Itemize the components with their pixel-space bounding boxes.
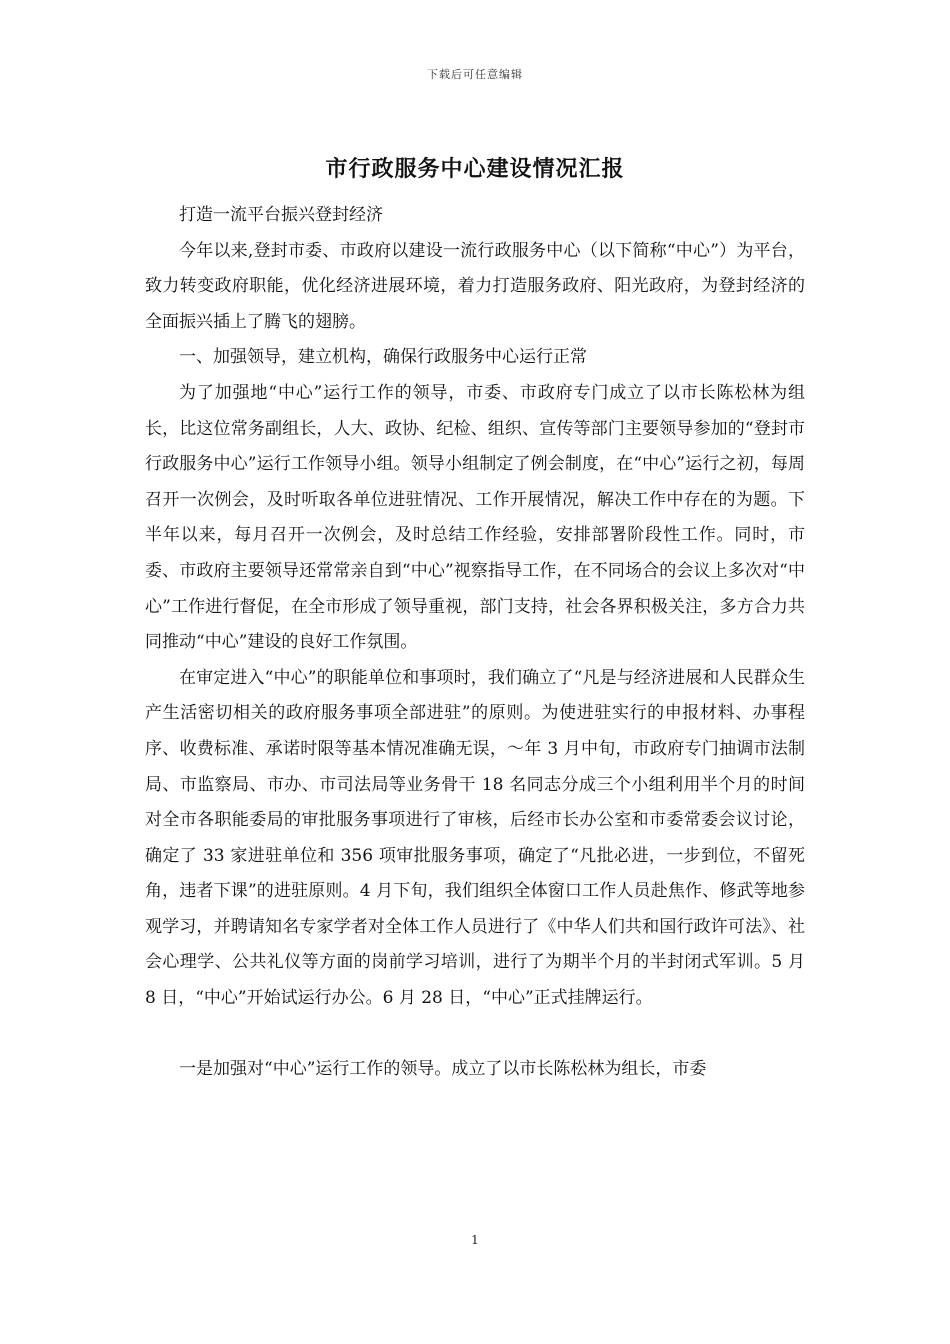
document-title: 市行政服务中心建设情况汇报 [325, 157, 625, 182]
paragraph-leadership: 为了加强地“中心”运行工作的领导，市委、市政府专门成立了以市长陈松林为组长，比这位常务副组长，人大、政协、纪检、组织、宣传等部门主要领导参加的“登封市行政服务中心”运行工作领导小组。领导小组制定了例会制度，在“中心”运行之初，每周召开一次例会，及时听取各单位进驻情况、工作开展情况，解决工作中存在的为题。下半年以来，每月召开一次例会，及时总结工作经验，安排部署阶段性工作。同时，市委、市政府主要领导还常常亲自到“中心”视察指导工作，在不同场合的会议上多次对“中心”工作进行督促，在全市形成了领导重视，部门支持，社会各界积极关注，多方合力共同推动“中心”建设的良好工作氛围。 [145, 382, 805, 653]
paragraph-first-point: 一是加强对“中心”运行工作的领导。成立了以市长陈松林为组长，市委 [179, 1058, 707, 1079]
page-number: 1 [471, 1233, 479, 1247]
paragraph-intro: 今年以来,登封市委、市政府以建设一流行政服务中心（以下简称“中心”）为平台，致力转变政府职能，优化经济进展环境，着力打造服务政府、阳光政府，为登封经济的全面振兴插上了腾飞的翅膀。 [145, 240, 805, 332]
paragraph-review: 在审定进入“中心”的职能单位和事项时，我们确立了“凡是与经济进展和人民群众生产生活密切相关的政府服务事项全部进驻”的原则。为使进驻实行的申报材料、办事程序、收费标准、承诺时限等基本情况准确无误，～年 3 月中旬，市政府专门抽调市法制局、市监察局、市办、市司法局等业务骨干 18 名同志分成三个小组利用半个月的时间对全市各职能委局的审批服务事项进行了审核，后经市长办公室和市委常委会议讨论，确定了 33 家进驻单位和 356 项审批服务事项，确定了“凡批必进，一步到位，不留死角，违者下课”的进驻原则。4 月下旬，我们组织全体窗口工作人员赴焦作、修武等地参观学习，并聘请知名专家学者对全体工作人员进行了《中华人们共和国行政许可法》、社会心理学、公共礼仪等方面的岗前学习培训，进行了为期半个月的半封闭式军训。5 月 8 日，“中心”开始试运行办公。6 月 28 日，“中心”正式挂牌运行。 [145, 667, 805, 1009]
document-body [145, 198, 805, 1087]
paragraph-section-heading: 一、加强领导，建立机构，确保行政服务中心运行正常 [179, 347, 587, 368]
page-header-note: 下载后可任意编辑 [427, 68, 523, 81]
paragraph-subtitle: 打造一流平台振兴登封经济 [179, 205, 383, 225]
